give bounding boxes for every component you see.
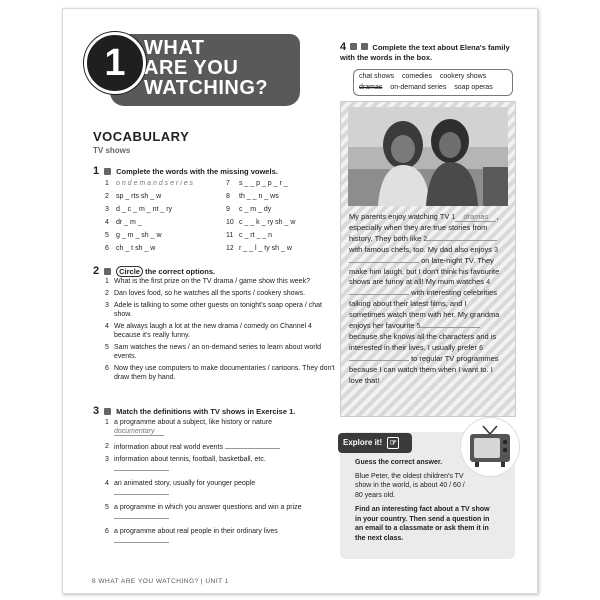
exercise-icon bbox=[104, 408, 111, 415]
unit-number: 1 bbox=[84, 32, 146, 94]
photo-illustration bbox=[348, 107, 508, 206]
explore-it-tab: Explore it! ☞ bbox=[338, 433, 412, 453]
list-item: 7 s _ _ p _ p _ r _ bbox=[226, 180, 288, 187]
list-item: 1 a programme about a subject, like history or nature documentary bbox=[105, 419, 272, 435]
exercise-icon bbox=[104, 268, 111, 275]
unit-badge bbox=[84, 32, 296, 106]
exercise-number: 1 bbox=[93, 165, 100, 177]
vocabulary-subheading: TV shows bbox=[93, 146, 131, 155]
answer-field[interactable] bbox=[225, 442, 280, 449]
exercise-4-heading bbox=[340, 42, 520, 63]
answer-field[interactable] bbox=[114, 536, 169, 543]
list-item: 5 Sam watches the news / an on-demand series to learn about world events. bbox=[105, 344, 322, 360]
explore-fact: Blue Peter, the oldest children's TV show in the world, is about 40 / 60 / 80 years old. bbox=[355, 472, 465, 499]
page-footer: 8 WHAT ARE YOU WATCHING? | UNIT 1 bbox=[92, 578, 229, 585]
answer-field[interactable] bbox=[420, 321, 480, 328]
exercise-1-right-list bbox=[226, 177, 295, 255]
word-box-item: cookery shows bbox=[439, 73, 487, 80]
list-item: 2 information about real world events bbox=[105, 442, 335, 455]
family-photo bbox=[348, 107, 508, 206]
word-box-item: dramas bbox=[359, 84, 383, 91]
list-item: 10 c _ _ k _ ry sh _ w bbox=[226, 219, 296, 226]
list-item: 9 c _ m _ dy bbox=[226, 206, 272, 213]
word-box-item: chat shows bbox=[359, 73, 395, 80]
exercise-number: 3 bbox=[93, 405, 100, 417]
unit-title: WHAT ARE YOU WATCHING? bbox=[144, 37, 269, 99]
list-item: 5 g _ m _ sh _ w bbox=[105, 232, 162, 239]
list-item: 11 c _ rt _ _ n bbox=[226, 232, 273, 239]
exercise-1-heading bbox=[93, 165, 278, 177]
exercise-instruction: Match the definitions with TV shows in Exercise 1. bbox=[116, 406, 296, 416]
exercise-number: 4 bbox=[340, 41, 347, 53]
explore-task: Find an interesting fact about a TV show in your country. Then send a question in an email to a classmate or ask them it in the next class. bbox=[355, 506, 490, 542]
word-box-item: comedies bbox=[401, 73, 432, 80]
list-item: 6 Now they use computers to make documentaries / cartoons. They don't draw them by hand. bbox=[105, 365, 335, 381]
answer-field[interactable] bbox=[349, 354, 409, 361]
list-item: 3 information about tennis, football, basketball, etc. bbox=[105, 455, 335, 479]
word-box bbox=[353, 69, 513, 96]
list-item: 4 an animated story, usually for younger people bbox=[105, 479, 335, 503]
exercise-instruction: the correct options. bbox=[142, 266, 216, 276]
list-item: 6 ch _ t sh _ w bbox=[105, 245, 156, 252]
list-item: 5 a programme in which you answer questions and win a prize bbox=[105, 503, 335, 527]
pointer-hand-icon: ☞ bbox=[387, 437, 399, 449]
word-box-item: on-demand series bbox=[390, 84, 447, 91]
answer-field[interactable]: dramas bbox=[455, 212, 496, 222]
answer-field[interactable] bbox=[114, 488, 169, 495]
list-item: 12 r _ _ l _ ty sh _ w bbox=[226, 245, 292, 252]
answer-field[interactable] bbox=[349, 288, 409, 295]
exercise-instruction: Complete the text about Elena's family with the words in the box. bbox=[340, 43, 510, 62]
exercise-3-heading bbox=[93, 405, 295, 417]
exercise-1-left-list bbox=[105, 177, 193, 255]
list-item: 2 Dan loves food, so he watches all the sports / cookery shows. bbox=[105, 290, 306, 297]
list-item: 8 th _ _ n _ ws bbox=[226, 193, 279, 200]
exercise-icon bbox=[350, 43, 357, 50]
exercise-number: 2 bbox=[93, 265, 100, 277]
exercise-icon bbox=[104, 168, 111, 175]
word-box-item: soap operas bbox=[454, 84, 493, 91]
list-item: 1 What is the first prize on the TV drama / game show this week? bbox=[105, 278, 310, 285]
list-item: 4 We always laugh a lot at the new drama / comedy on Channel 4 because it's really funny. bbox=[105, 323, 312, 339]
exercise-instruction: Complete the words with the missing vowels. bbox=[116, 166, 278, 176]
answer-field[interactable] bbox=[114, 464, 169, 471]
list-item: 4 dr _ m _ bbox=[105, 219, 142, 226]
list-item: 6 a programme about real people in their ordinary lives bbox=[105, 527, 335, 551]
list-item: 3 d _ c _ m _ nt _ ry bbox=[105, 206, 173, 213]
list-item: 2 sp _ rts sh _ w bbox=[105, 193, 162, 200]
exercise-2-list bbox=[105, 277, 335, 385]
answer-field[interactable] bbox=[427, 234, 497, 241]
exercise-icon bbox=[361, 43, 368, 50]
reading-text: My parents enjoy watching TV 1 dramas , especially when they are true stories from history. They both like 2 with famous chefs, too. My dad also enjoys 3 on late-night TV. They make him laugh, but I don't think his favourite shows are funny at all! My mum watches 4 with interesting celebrities talking about their latest films, and I sometimes watch them with her. My grandma enjoys her favourite 5 because she knows all the characters and is interested in their lives. I usually prefer 6 to regular TV programmes because I can watch them when I want to. I love that! bbox=[349, 212, 500, 385]
answer-field[interactable]: documentary bbox=[114, 428, 164, 436]
answer-field[interactable] bbox=[114, 512, 169, 519]
explore-it-content bbox=[355, 458, 497, 543]
list-item: 3 Adele is talking to some other guests on tonight's soap opera / chat show. bbox=[105, 302, 322, 318]
answer-field[interactable] bbox=[349, 256, 419, 263]
exercise-2-heading bbox=[93, 265, 215, 277]
vocabulary-heading: VOCABULARY bbox=[93, 129, 190, 144]
list-item: 1 o n d e m a n d s e r i e s bbox=[105, 180, 194, 187]
explore-question-heading: Guess the correct answer. bbox=[355, 459, 443, 466]
exercise-3-list bbox=[105, 418, 335, 551]
circle-word: Circle bbox=[116, 266, 143, 277]
